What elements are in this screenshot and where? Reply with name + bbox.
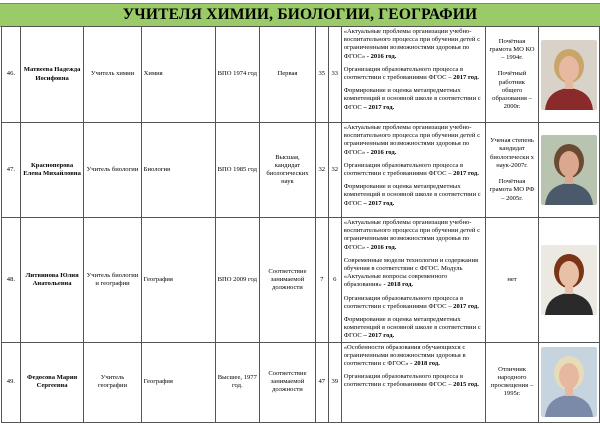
course-text: Организация образовательного процесса в соответствии с требованиями ФГОС – [343,294,464,310]
portrait-image [541,40,597,110]
course-text: «Актуальные проблемы организации учебно-воспитательного процесса при обучении детей с ограниченными возможностями здоровья по ФГОС» [343,124,481,156]
award-text: Ученая степень кандидат биологически х наук-2007г. [490,137,534,169]
portrait-image [541,135,597,205]
teacher-name: Федосова Мария Сергеевна [20,342,84,422]
page-title [0,3,600,27]
teacher-subject: Биология [141,123,215,218]
award-text: Отличник народного просвещения – 1995г. [490,365,534,398]
courses-cell [341,342,485,422]
course-text: Современные модели технологии и содержания обучения в соответствии с ФГОС. Модуль «Актуальные вопросы современного образования» [343,256,479,289]
teacher-row [2,123,600,218]
row-number: 46. [2,27,21,123]
teacher-photo [541,40,597,110]
course-text: Организация образовательного процесса в соответствии с требованиями ФГОС – [343,161,464,178]
course-year: – 2017 год. [363,103,395,111]
course-text: Формирование и оценка метапредметных компетенций в основной школе в соответствии с ФГОС [343,316,481,340]
course-year: - 2018 год. [410,360,440,368]
teachers-table-body [2,27,600,423]
course-entry [344,66,483,82]
awards-cell [486,123,539,218]
portrait-image [541,245,597,315]
teacher-row [2,342,600,422]
row-number: 49. [2,342,21,422]
course-entry [344,344,483,369]
teacher-row [2,27,600,123]
course-year: 2017 год. [453,302,479,310]
course-entry [344,28,483,61]
course-text: Формирование и оценка метапредметных компетенций в основной школе в соответствии с ФГОС [343,87,481,111]
course-year: 2017 год. [453,74,479,82]
experience-total: 35 [315,27,328,123]
course-year: - 2016 год. [366,243,397,251]
experience-pedagogical: 39 [328,342,341,422]
course-entry [344,87,483,112]
photo-cell [538,27,599,123]
course-year: - 2018 год. [383,281,414,289]
course-text: Формирование и оценка метапредметных компетенций в основной школе в соответствии с ФГОС [343,183,481,207]
teacher-row [2,218,600,343]
experience-total: 32 [315,123,328,218]
award-text: нет [507,275,517,283]
course-entry [344,373,483,389]
teacher-education: ВПО 1985 год [215,123,260,218]
course-entry [344,316,483,341]
teacher-subject: Химия [141,27,215,123]
teacher-subject: География [141,218,215,343]
course-year: – 2017 год. [363,332,395,340]
teacher-education: Высшее, 1977 год. [215,342,260,422]
teacher-position: Учитель географии [84,342,141,422]
course-entry [344,124,483,157]
teacher-name: Красноперова Елена Михайловна [20,123,84,218]
awards-cell [486,218,539,343]
teacher-category: Высшая, кандидат биологических наук [260,123,316,218]
course-text: «Актуальные проблемы организации учебно-воспитательного процесса при обучении детей с ограниченными возможностями здоровья по ФГОС» [343,28,481,60]
row-number: 48. [2,218,21,343]
portrait-image [541,347,597,417]
awards-cell [486,27,539,123]
teacher-name: Литвинова Юлия Анатольевна [20,218,84,343]
page-title-text: УЧИТЕЛЯ ХИМИИ, БИОЛОГИИ, ГЕОГРАФИИ [122,6,478,23]
teacher-name: Матвеева Надежда Иосифовна [20,27,84,123]
teacher-subject: География [141,342,215,422]
teacher-photo [541,347,597,417]
experience-pedagogical: 6 [328,218,341,343]
course-text: «Особенности образования обучающихся с ограниченными возможностями здоровья в соответствии с ФГОС» [343,343,466,368]
course-text: «Актуальные проблемы организации учебно-воспитательного процесса при обучении детей с ограниченными возможностями здоровья по ФГОС» [343,219,481,251]
course-year: - 2016 год. [366,52,397,60]
teacher-position: Учитель биологии [84,123,141,218]
course-text: Организация образовательного процесса в соответствии с требованиями ФГОС – [343,65,464,82]
course-year: 2017 год. [453,170,479,178]
course-entry [344,162,483,178]
course-text: Организация образовательного процесса в соответствии с требованиями ФГОС – [343,373,464,389]
teacher-category: Соответствие занимаемой должности [260,342,316,422]
awards-cell [486,342,539,422]
teacher-photo [541,245,597,315]
experience-pedagogical: 33 [328,27,341,123]
course-year: – 2017 год. [363,199,395,207]
course-year: - 2016 год. [366,148,397,156]
courses-cell [341,123,485,218]
course-entry [344,257,483,290]
teacher-position: Учитель химии [84,27,141,123]
teacher-position: Учитель биологии и географии [84,218,141,343]
course-entry [344,219,483,252]
photo-cell [538,342,599,422]
award-text: Почётная грамота МО РФ – 2005г. [489,178,535,202]
teacher-education: ВПО 1974 год [215,27,260,123]
course-entry [344,295,483,311]
teachers-table [1,26,600,423]
courses-cell [341,27,485,123]
courses-cell [341,218,485,343]
teacher-education: ВПО 2009 год [215,218,260,343]
award-text: Почётная грамота МО КО – 1994г. [489,37,535,62]
course-entry [344,183,483,208]
photo-cell [538,123,599,218]
experience-pedagogical: 32 [328,123,341,218]
teacher-photo [541,135,597,205]
experience-total: 7 [315,218,328,343]
row-number: 47. [2,123,21,218]
teacher-category: Первая [260,27,316,123]
photo-cell [538,218,599,343]
teacher-category: Соответствие занимаемой должности [260,218,316,343]
award-text: Почётный работник общего образования – 2000г. [492,70,532,111]
course-year: 2015 год. [453,381,479,389]
experience-total: 47 [315,342,328,422]
